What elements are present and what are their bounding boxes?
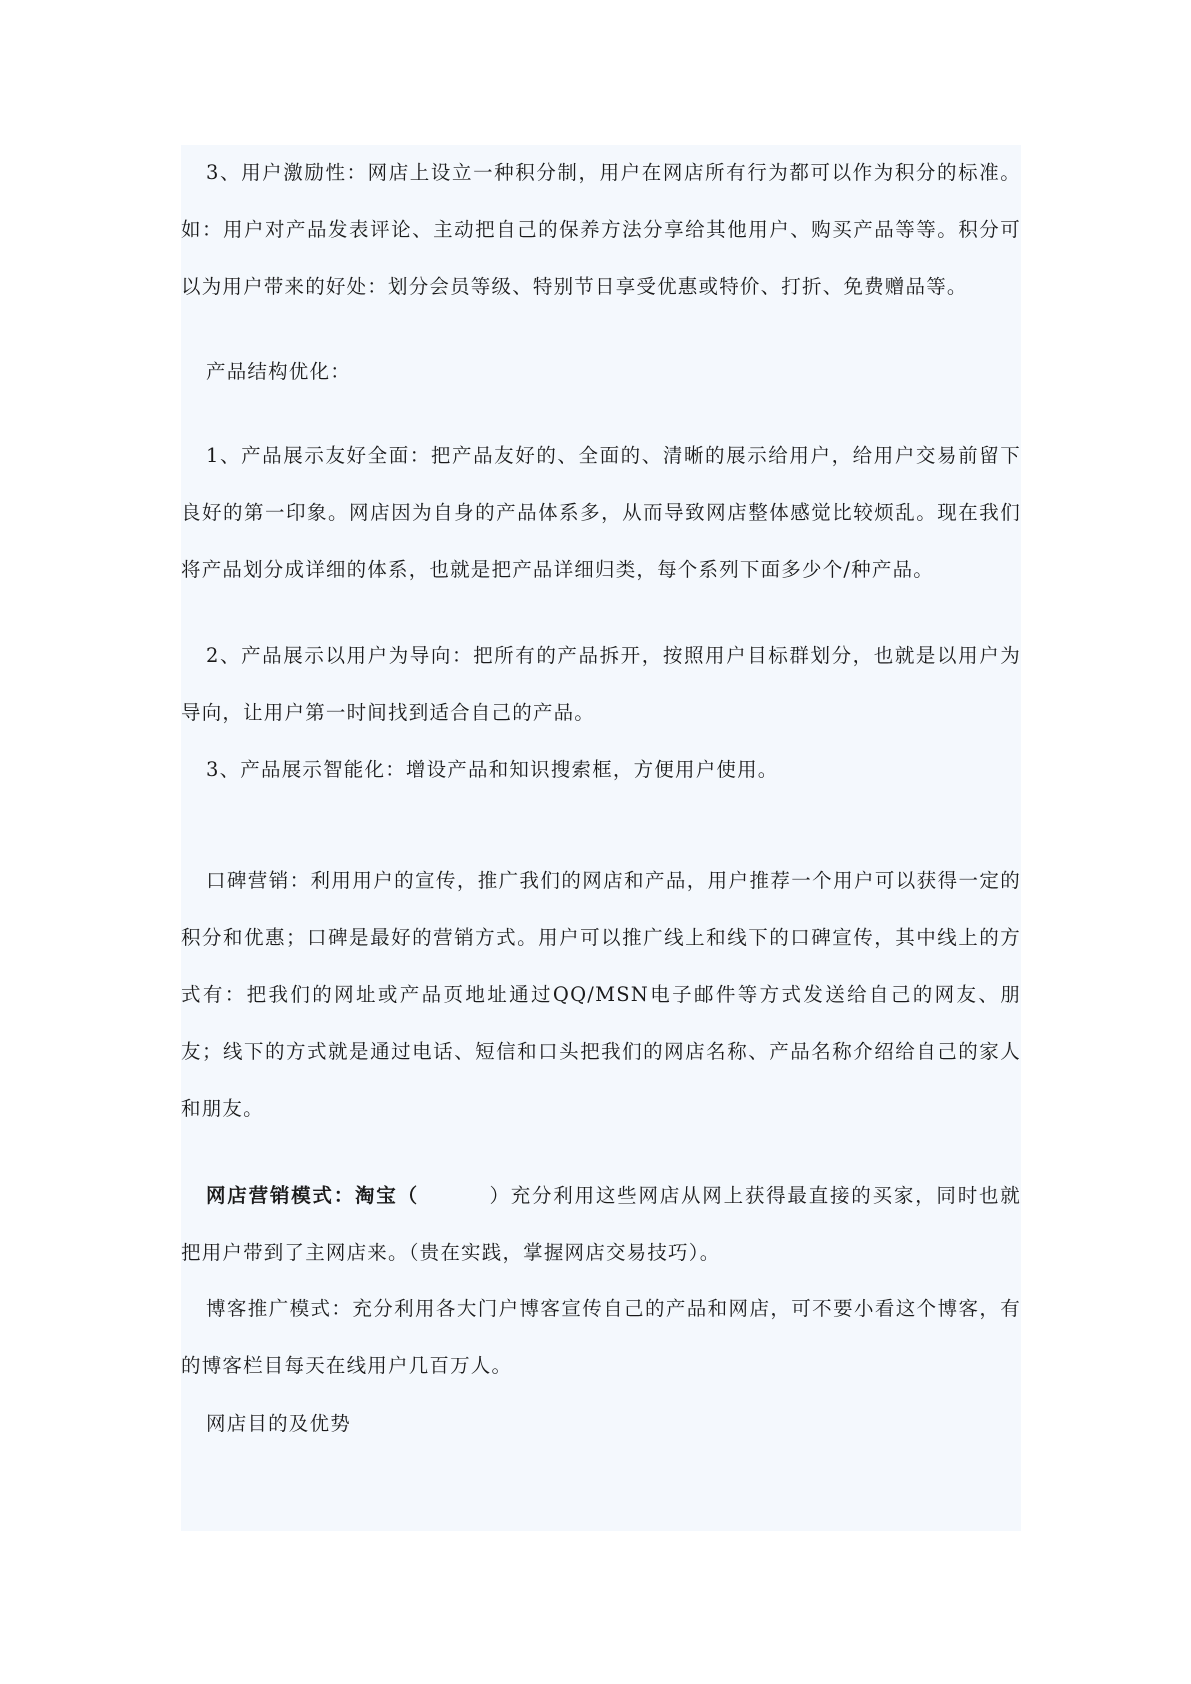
paragraph-user-incentive: 3、用户激励性：网店上设立一种积分制，用户在网店所有行为都可以作为积分的标准。如：用户对产品发表评论、主动把自己的保养方法分享给其他用户、购买产品等等。积分可以为用户带来的好处：划分会员等级、特别节日享受优惠或特价、打折、免费赠品等。 [181,161,1021,298]
paragraph-product-display-user-oriented: 2、产品展示以用户为导向：把所有的产品拆开，按照用户目标群划分，也就是以用户为导向，让用户第一时间找到适合自己的产品。 [181,644,1021,724]
shop-marketing-mode-label: 网店营销模式：淘宝（ [206,1184,419,1207]
heading-product-structure: 产品结构优化： [206,360,351,383]
paragraph-product-display-smart: 3、产品展示智能化：增设产品和知识搜索框，方便用户使用。 [206,758,779,781]
paragraph-word-of-mouth: 口碑营销：利用用户的宣传，推广我们的网店和产品，用户推荐一个用户可以获得一定的积分和优惠；口碑是最好的营销方式。用户可以推广线上和线下的口碑宣传，其中线上的方式有：把我们的网址或产品页地址通过QQ/MSN电子邮件等方式发送给自己的网友、朋友；线下的方式就是通过电话、短信和口头把我们的网店名称、产品名称介绍给自己的家人和朋友。 [181,869,1021,1120]
shop-marketing-mode-text: ）充分利用这些网店从网上获得最直接的买家，同时也就把用户带到了主网店来。（贵在实践，掌握网店交易技巧）。 [181,1184,1021,1264]
paragraph-blog-promotion: 博客推广模式：充分利用各大门户博客宣传自己的产品和网店，可不要小看这个博客，有的博客栏目每天在线用户几百万人。 [181,1297,1021,1377]
paragraph-shop-marketing-mode [181,1167,1021,1281]
heading-shop-purpose: 网店目的及优势 [206,1412,351,1435]
paragraph-product-display-friendly: 1、产品展示友好全面：把产品友好的、全面的、清晰的展示给用户，给用户交易前留下良好的第一印象。网店因为自身的产品体系多，从而导致网店整体感觉比较烦乱。现在我们将产品划分成详细的体系，也就是把产品详细归类，每个系列下面多少个/种产品。 [181,444,1021,581]
